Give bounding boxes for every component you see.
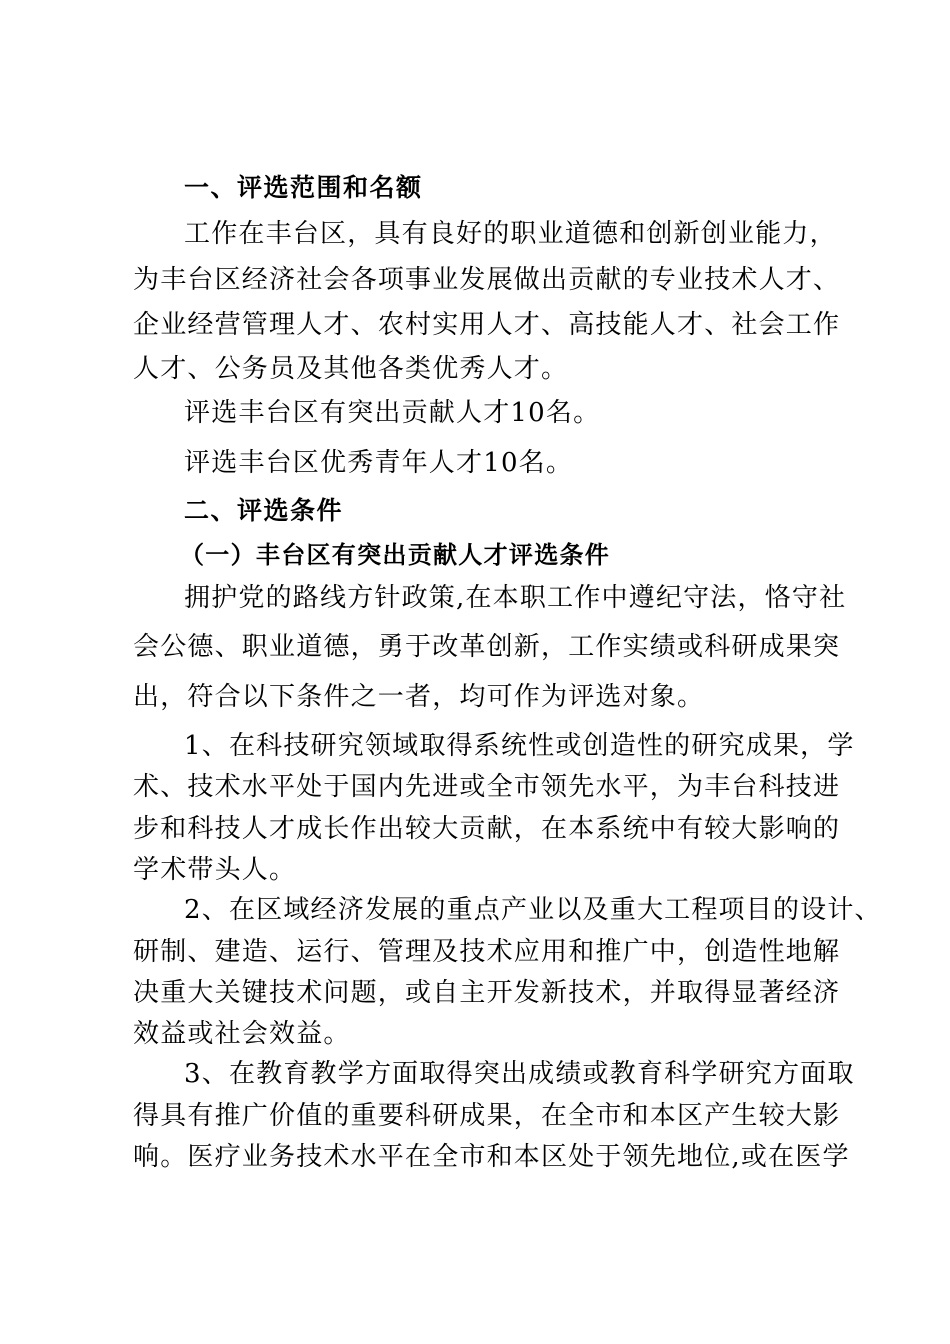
condition-2-line: 研制、建造、运行、管理及技术应用和推广中，创造性地解 xyxy=(133,937,841,967)
section1-paragraph-line: 工作在丰台区，具有良好的职业道德和创新创业能力， xyxy=(184,219,837,249)
quota-young-talent: 评选丰台区优秀青年人才10名。 xyxy=(184,448,574,478)
condition-3-line: 响。医疗业务技术水平在全市和本区处于领先地位,或在医学 xyxy=(133,1142,850,1172)
condition-1-line: 1、在科技研究领域取得系统性或创造性的研究成果，学 xyxy=(184,731,855,761)
section2-intro-line: 拥护党的路线方针政策,在本职工作中遵纪守法，恪守社 xyxy=(184,583,847,613)
section2-intro-line: 会公德、职业道德，勇于改革创新，工作实绩或科研成果突 xyxy=(133,632,841,662)
section1-paragraph-line: 人才、公务员及其他各类优秀人才。 xyxy=(133,354,569,384)
section1-heading: 一、评选范围和名额 xyxy=(184,173,423,202)
condition-2-line: 决重大关键技术问题，或自主开发新技术，并取得显著经济 xyxy=(133,978,841,1008)
condition-2-line: 2、在区域经济发展的重点产业以及重大工程项目的设计、 xyxy=(184,895,882,925)
section1-paragraph-line: 企业经营管理人才、农村实用人才、高技能人才、社会工作 xyxy=(133,310,841,340)
section2-subheading: （一）丰台区有突出贡献人才评选条件 xyxy=(180,541,611,569)
condition-3-line: 得具有推广价值的重要科研成果，在全市和本区产生较大影 xyxy=(133,1101,841,1131)
condition-1-line: 步和科技人才成长作出较大贡献，在本系统中有较大影响的 xyxy=(133,814,841,844)
section2-heading: 二、评选条件 xyxy=(184,496,344,525)
quota-outstanding-talent: 评选丰台区有突出贡献人才10名。 xyxy=(184,398,601,428)
section2-intro-line: 出，符合以下条件之一者，均可作为评选对象。 xyxy=(133,682,705,712)
section1-paragraph-line: 为丰台区经济社会各项事业发展做出贡献的专业技术人才、 xyxy=(133,265,841,295)
condition-2-line: 效益或社会效益。 xyxy=(133,1019,351,1049)
condition-3-line: 3、在教育教学方面取得突出成绩或教育科学研究方面取 xyxy=(184,1059,855,1089)
condition-1-line: 学术带头人。 xyxy=(133,855,297,885)
condition-1-line: 术、技术水平处于国内先进或全市领先水平，为丰台科技进 xyxy=(133,772,841,802)
